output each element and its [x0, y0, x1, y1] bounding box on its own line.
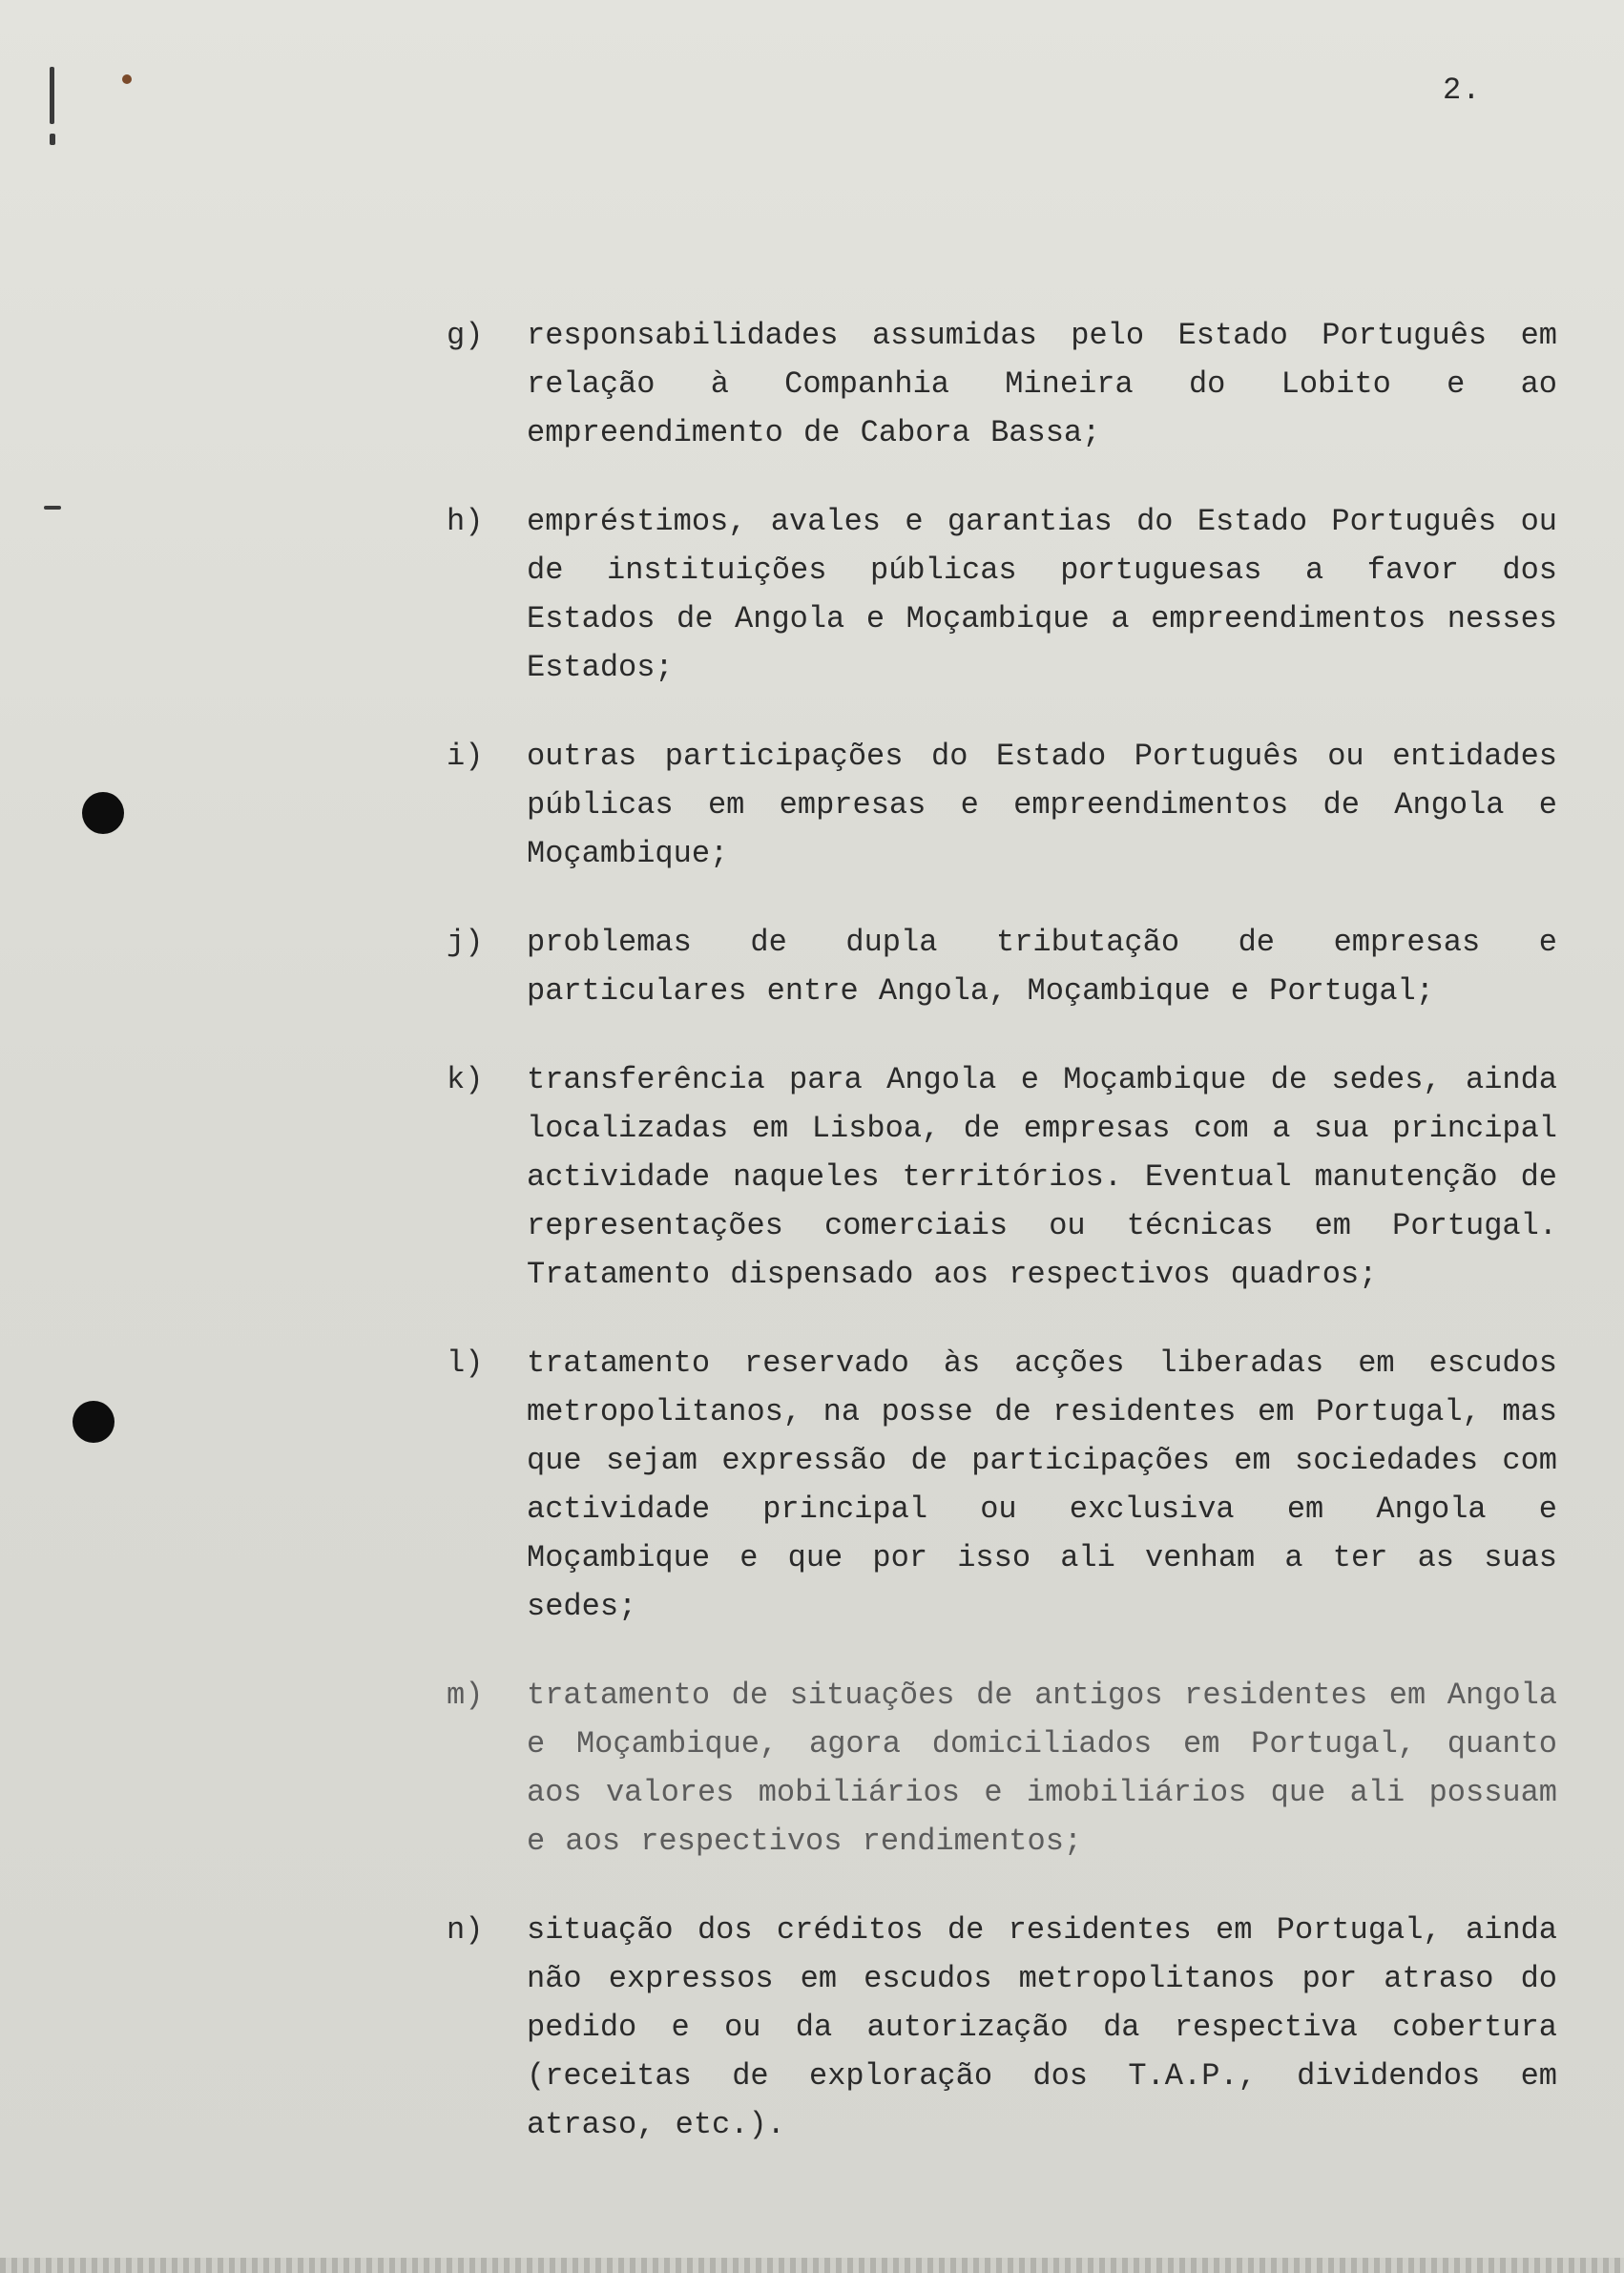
- item-label: n): [447, 1912, 484, 1948]
- item-text: transferência para Angola e Moçambique de sedes, ainda localizadas em Lisboa, de empresas com a sua principal actividade naqueles territórios. Eventual manutenção de representações comerciais ou técnicas em Portugal. Tratamento dispensado aos respectivos quadros;: [527, 1062, 1557, 1292]
- list-item: [447, 1906, 1572, 2149]
- item-label: k): [447, 1062, 484, 1097]
- list-item: [447, 497, 1572, 692]
- item-label: h): [447, 504, 484, 539]
- item-label: m): [447, 1678, 484, 1713]
- item-text: empréstimos, avales e garantias do Estado Português ou de instituições públicas portuguesas a favor dos Estados de Angola e Moçambique a empreendimentos nesses Estados;: [527, 504, 1557, 685]
- item-label: i): [447, 739, 484, 774]
- list-item: [447, 732, 1572, 878]
- list-item: [447, 311, 1572, 457]
- list-item: [447, 1339, 1572, 1631]
- margin-mark: [50, 134, 55, 145]
- page-number: 2.: [1443, 73, 1482, 108]
- punch-hole: [73, 1401, 115, 1443]
- item-text: situação dos créditos de residentes em Portugal, ainda não expressos em escudos metropolitanos por atraso do pedido e ou da autorização da respectiva cobertura (receitas de exploração dos T.A.P., dividendos em atraso, etc.).: [527, 1912, 1557, 2142]
- margin-mark: [50, 67, 54, 124]
- item-text: problemas de dupla tributação de empresas e particulares entre Angola, Moçambique e Portugal;: [527, 925, 1557, 1009]
- list-item: [447, 1671, 1572, 1866]
- item-text: responsabilidades assumidas pelo Estado Português em relação à Companhia Mineira do Lobito e ao empreendimento de Cabora Bassa;: [527, 318, 1557, 450]
- item-text: tratamento de situações de antigos residentes em Angola e Moçambique, agora domiciliados em Portugal, quanto aos valores mobiliários e imobiliários que ali possuam e aos respectivos rendimentos;: [527, 1678, 1557, 1859]
- page-bottom-edge: [0, 2258, 1624, 2273]
- item-label: l): [447, 1345, 484, 1381]
- margin-mark: [44, 506, 61, 510]
- item-text: outras participações do Estado Português ou entidades públicas em empresas e empreendimentos de Angola e Moçambique;: [527, 739, 1557, 871]
- item-text: tratamento reservado às acções liberadas em escudos metropolitanos, na posse de residentes em Portugal, mas que sejam expressão de participações em sociedades com actividade principal ou exclusiva em Angola e Moçambique e que por isso ali venham a ter as suas sedes;: [527, 1345, 1557, 1624]
- item-label: g): [447, 318, 484, 353]
- punch-hole: [82, 792, 124, 834]
- margin-mark: [122, 74, 132, 84]
- item-label: j): [447, 925, 484, 960]
- list-item: [447, 1055, 1572, 1299]
- item-list: [447, 311, 1572, 2189]
- list-item: [447, 918, 1572, 1015]
